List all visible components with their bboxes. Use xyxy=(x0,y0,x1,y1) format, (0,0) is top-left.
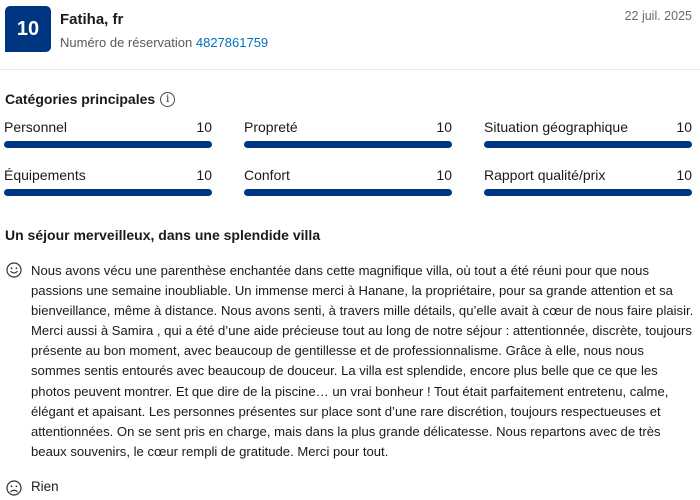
category-score-bar xyxy=(244,189,452,196)
category-confort xyxy=(244,167,452,196)
category-score: 10 xyxy=(196,119,212,135)
review-negative-text: Rien xyxy=(31,479,59,494)
category-label: Situation géographique xyxy=(484,119,629,135)
reviewer-name: Fatiha, fr xyxy=(60,11,124,28)
category-label: Rapport qualité/prix xyxy=(484,167,606,183)
category-score: 10 xyxy=(436,119,452,135)
category-score: 10 xyxy=(436,167,452,183)
category-label: Confort xyxy=(244,167,290,183)
header-divider xyxy=(0,69,700,70)
category-score: 10 xyxy=(676,119,692,135)
booking-label: Numéro de réservation xyxy=(60,35,193,50)
category-score: 10 xyxy=(196,167,212,183)
category-score: 10 xyxy=(676,167,692,183)
booking-number[interactable]: 4827861759 xyxy=(195,35,269,50)
review-title: Un séjour merveilleux, dans une splendide villa xyxy=(5,227,321,243)
category-proprete xyxy=(244,119,452,148)
category-equipements xyxy=(4,167,212,196)
categories-heading-label: Catégories principales xyxy=(5,91,156,107)
category-score-bar xyxy=(484,189,692,196)
category-label: Équipements xyxy=(4,167,86,183)
info-icon[interactable]: i xyxy=(160,92,175,107)
category-situation-geographique xyxy=(484,119,692,148)
category-score-bar xyxy=(4,189,212,196)
category-score-bar xyxy=(244,141,452,148)
category-label: Personnel xyxy=(4,119,68,135)
category-label: Propreté xyxy=(244,119,298,135)
categories-heading xyxy=(5,91,175,107)
category-score-bar xyxy=(4,141,212,148)
review-positive-text: Nous avons vécu une parenthèse enchantée dans cette magnifique villa, où tout a été réuni pour que nous passions une semaine inoubliable. Un immense merci à Hanane, la propriétaire, pour sa grande attention et sa bienveillance, même à distance. Nous avons senti, à travers mille détails, qu’elle avait à cœur de nous faire plaisir. Merci aussi à Samira , qui a été d’une aide précieuse tout au long de notre séjour : attentionnée, discrète, toujours présente au bon moment, avec beaucoup de gentillesse et de professionnalisme. Grâce à elle, nous nous sommes sentis entourés avec beaucoup de douceur. La villa est splendide, encore plus belle que ce que les photos peuvent montrer. Et que dire de la piscine… un vrai bonheur ! Tout était parfaitement entretenu, calme, élégant et apaisant. Les personnes présentes sur place sont d’une rare discrétion, toujours respectueuses et attentionnées. On se sent pris en charge, mais dans la plus grande délicatesse. Nous repartons avec de très beaux souvenirs, le cœur rempli de gratitude. Merci pour tout. xyxy=(31,263,694,459)
review-score-badge: 10 xyxy=(5,6,51,52)
review-date: 22 juil. 2025 xyxy=(624,9,692,23)
category-score-bar xyxy=(484,141,692,148)
frown-icon xyxy=(6,480,22,496)
category-personnel xyxy=(4,119,212,148)
booking-reference xyxy=(60,35,268,50)
smile-icon xyxy=(6,262,22,278)
category-rapport-qualite-prix xyxy=(484,167,692,196)
